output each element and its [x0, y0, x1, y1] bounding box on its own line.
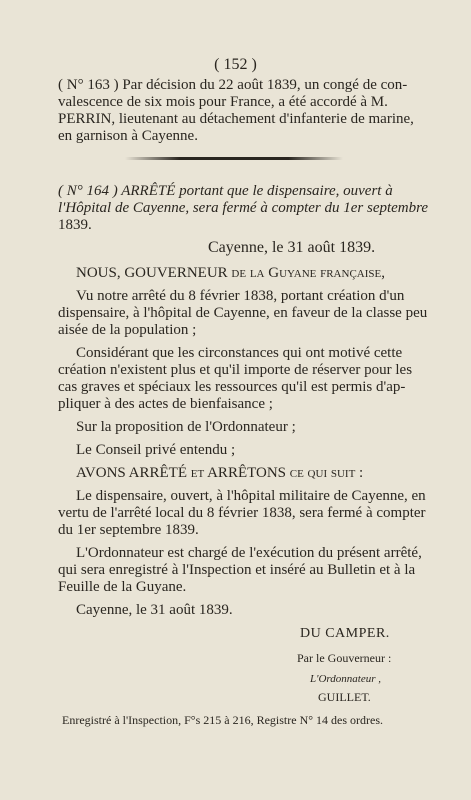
- decision-163-line-3: PERRIN, lieutenant au détachement d'infanterie de marine,: [58, 111, 414, 127]
- vu-line-3: aisée de la population ;: [58, 322, 197, 338]
- section-divider: [125, 157, 343, 160]
- decision-163-line-2: valescence de six mois pour France, a été accordé à M.: [58, 94, 388, 110]
- vu-line-1: Vu notre arrêté du 8 février 1838, portant création d'un: [76, 288, 405, 304]
- considerant-line-4: pliquer à des actes de bienfaisance ;: [58, 396, 273, 412]
- vu-line-2: dispensaire, à l'hôpital de Cayenne, en faveur de la classe peu: [58, 305, 428, 321]
- ordonnateur-title: L'Ordonnateur ,: [310, 673, 382, 685]
- considerant-line-3: cas graves et spéciaux les ressources qu'il est permis d'ap-: [58, 379, 406, 395]
- considerant-line-2: création n'existent plus et qu'il importe de réserver pour les: [58, 362, 413, 378]
- arrete-heading-line-3: 1839.: [58, 217, 92, 233]
- ordonnateur-signature: GUILLET.: [318, 690, 371, 704]
- place-date: Cayenne, le 31 août 1839.: [208, 239, 376, 256]
- decision-163-line-4: en garnison à Cayenne.: [58, 128, 198, 144]
- article-1-line-1: Le dispensaire, ouvert, à l'hôpital militaire de Cayenne, en: [76, 488, 426, 504]
- arrete-heading-line-2: l'Hôpital de Cayenne, sera fermé à compter du 1er septembre: [58, 200, 429, 216]
- par-le-gouverneur: Par le Gouverneur :: [297, 651, 392, 665]
- article-2-line-2: qui sera enregistré à l'Inspection et inséré au Bulletin et à la: [58, 562, 416, 578]
- page-number: ( 152 ): [214, 56, 257, 73]
- decision-163-line-1: ( N° 163 ) Par décision du 22 août 1839, un congé de con-: [58, 77, 408, 93]
- closing-date: Cayenne, le 31 août 1839.: [76, 602, 233, 618]
- arrete-heading-line-1: ( N° 164 ) ARRÊTÉ portant que le dispensaire, ouvert à: [58, 183, 393, 199]
- proposition-line: Sur la proposition de l'Ordonnateur ;: [76, 419, 296, 435]
- intro-line: NOUS, GOUVERNEUR de la Guyane française,: [76, 265, 385, 281]
- article-2-line-3: Feuille de la Guyane.: [58, 579, 187, 595]
- registration-note: Enregistré à l'Inspection, F°s 215 à 216, Registre N° 14 des ordres.: [62, 713, 384, 727]
- considerant-line-1: Considérant que les circonstances qui ont motivé cette: [76, 345, 403, 361]
- article-1-line-2: vertu de l'arrêté local du 8 février 1838, sera fermé à compter: [58, 505, 426, 521]
- conseil-line: Le Conseil privé entendu ;: [76, 442, 236, 458]
- article-2-line-1: L'Ordonnateur est chargé de l'exécution du présent arrêté,: [76, 545, 422, 561]
- article-1-line-3: du 1er septembre 1839.: [58, 522, 199, 538]
- avons-arrete-line: AVONS ARRÊTÉ et ARRÊTONS ce qui suit :: [76, 465, 364, 481]
- governor-signature: DU CAMPER.: [300, 626, 390, 641]
